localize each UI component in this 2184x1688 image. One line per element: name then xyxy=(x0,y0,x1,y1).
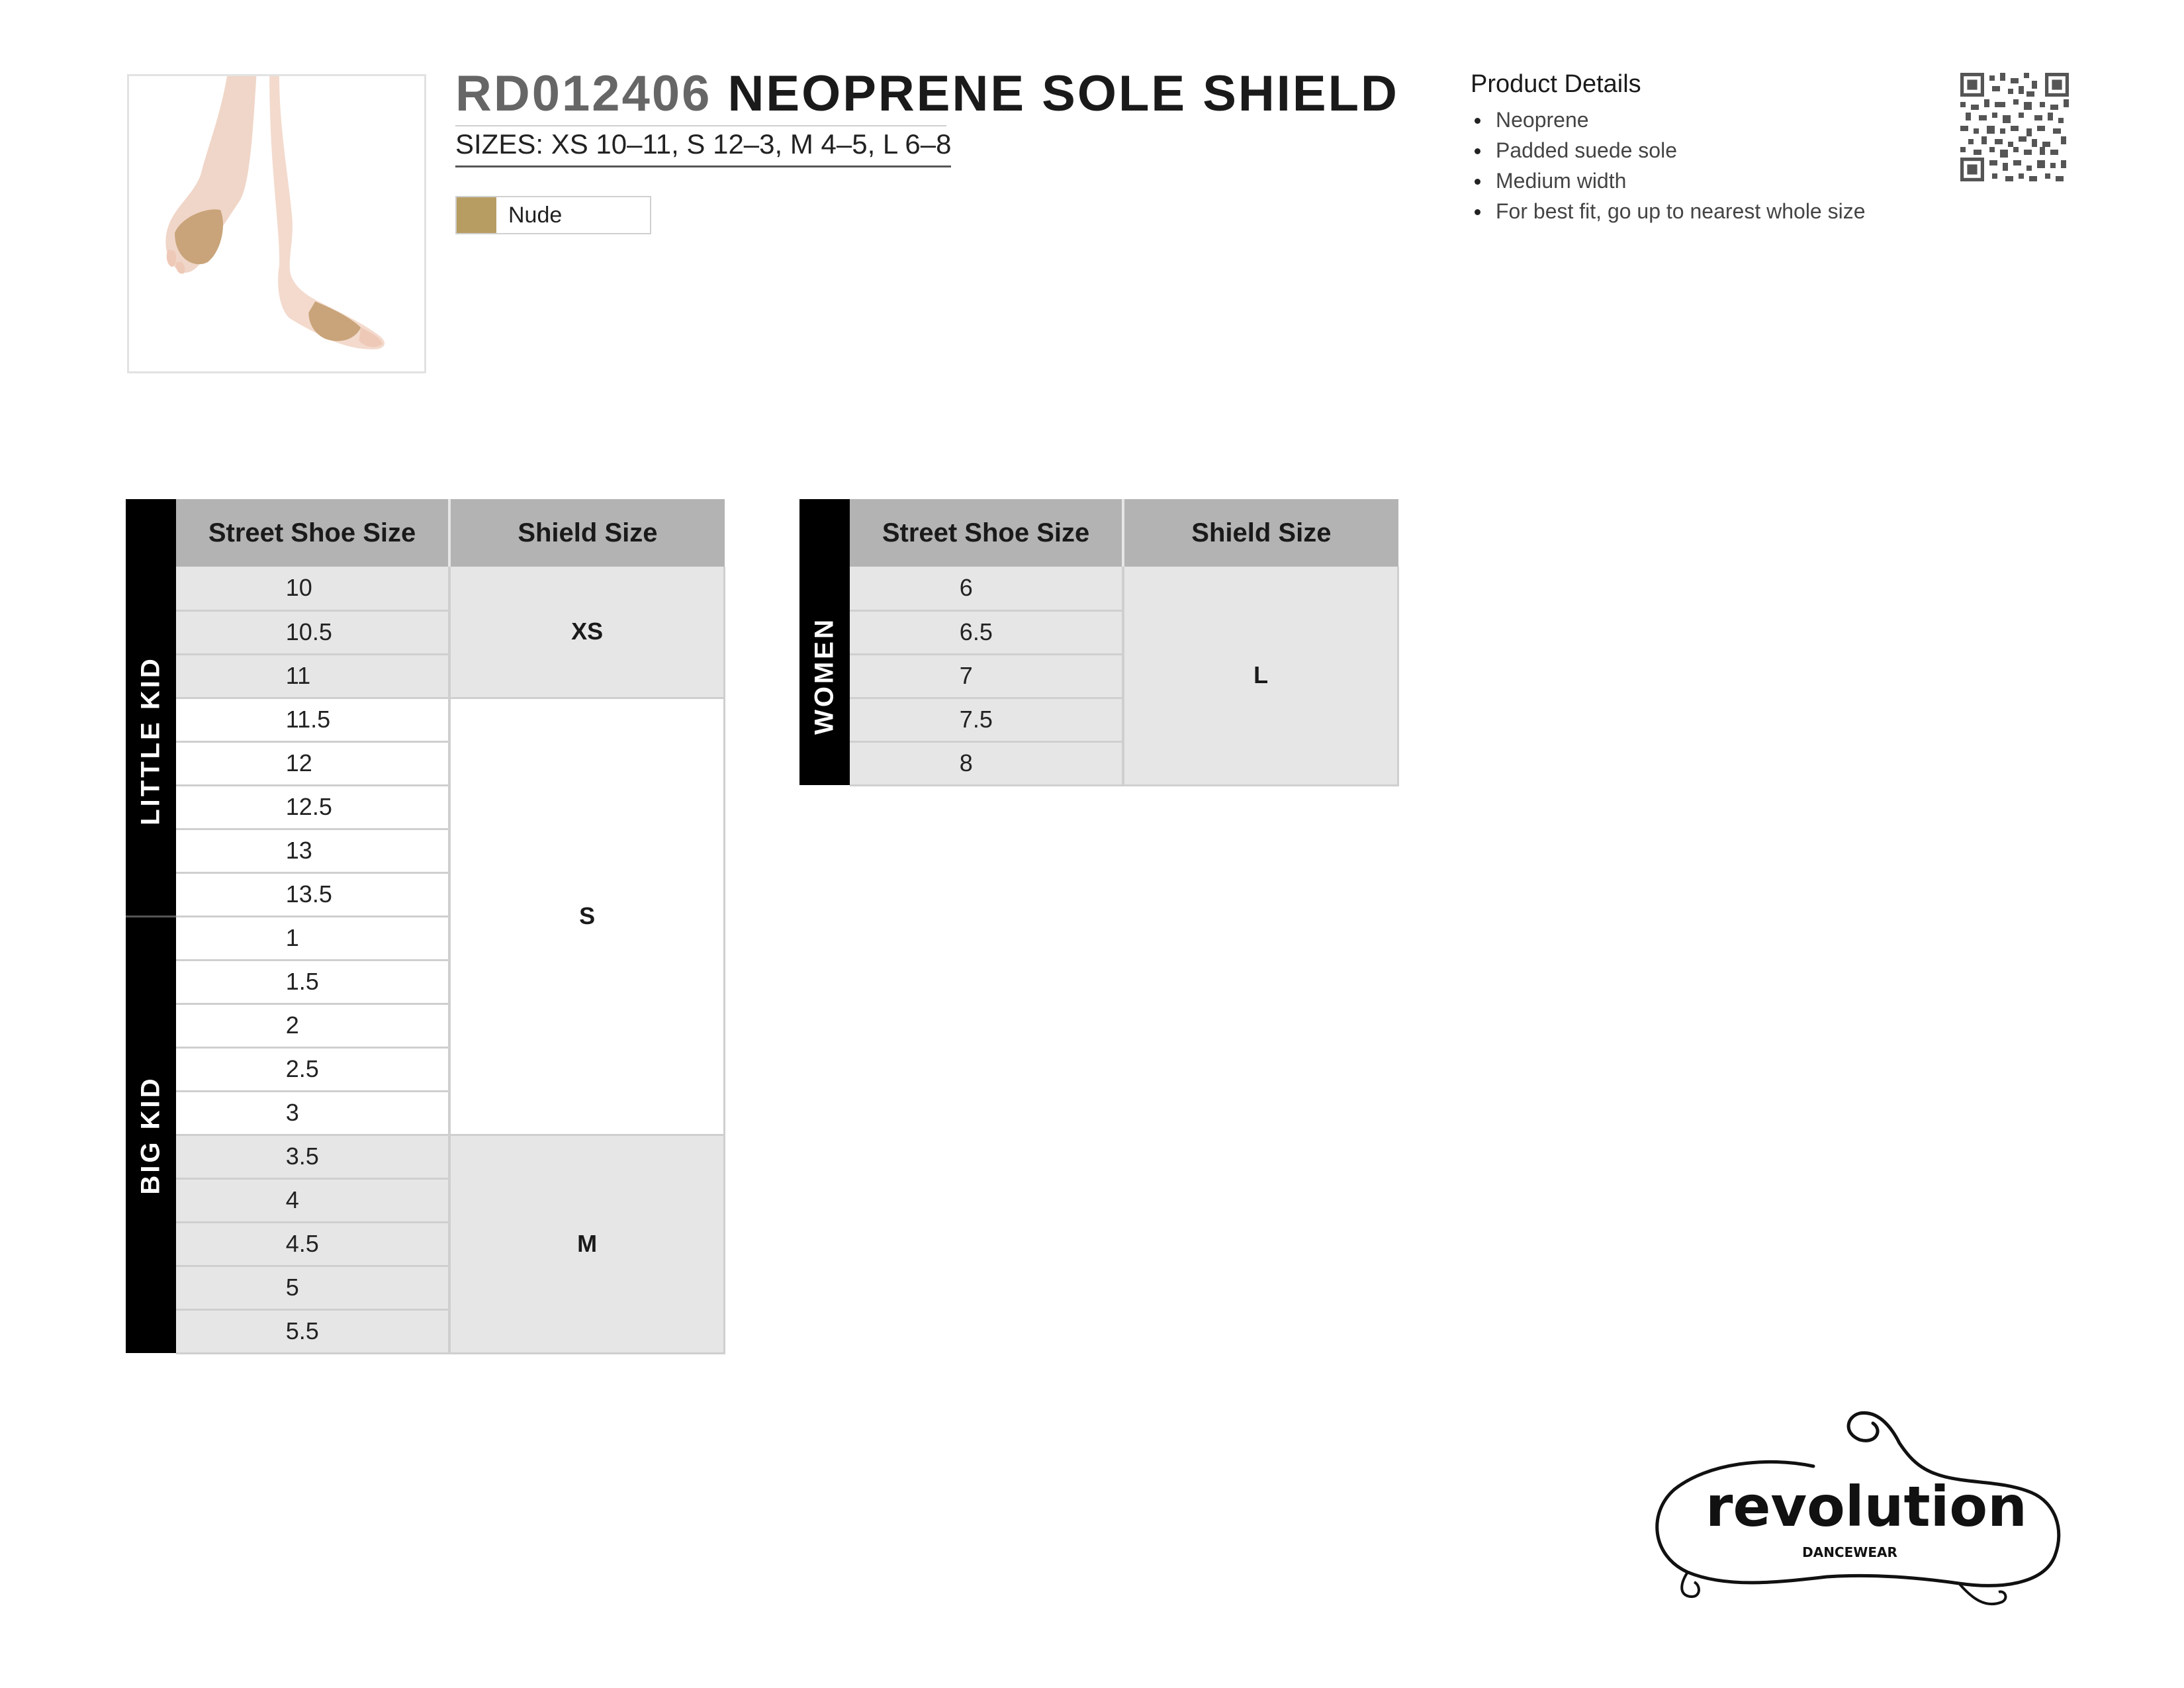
table-row: 4.5 xyxy=(176,1222,450,1266)
details-item: For best fit, go up to nearest whole size xyxy=(1471,196,1974,226)
table-row: 13 xyxy=(176,829,450,872)
kids-size-table xyxy=(126,499,725,1354)
shield-size-header: Shield Size xyxy=(1123,499,1398,567)
details-item: Padded suede sole xyxy=(1471,135,1974,165)
color-swatch xyxy=(457,197,496,233)
details-list xyxy=(1471,105,1974,226)
table-row: 1 xyxy=(176,916,450,960)
shield-size-s: S xyxy=(449,698,724,1135)
group-label-women: WOMEN xyxy=(799,567,850,785)
table-row: 6 xyxy=(850,567,1123,610)
logo-wordmark: revolution xyxy=(1706,1474,2027,1539)
table-row: 7 xyxy=(850,654,1123,698)
street-size-header: Street Shoe Size xyxy=(850,499,1123,567)
details-heading: Product Details xyxy=(1471,70,1641,98)
color-chip xyxy=(455,196,651,234)
table-row: 4 xyxy=(176,1178,450,1222)
details-item: Medium width xyxy=(1471,165,1974,196)
product-photo xyxy=(127,74,426,373)
sizes-summary: SIZES: XS 10–11, S 12–3, M 4–5, L 6–8 xyxy=(455,126,951,167)
shield-size-header: Shield Size xyxy=(449,499,724,567)
table-row: 11.5 xyxy=(176,698,450,741)
table-row: 13.5 xyxy=(176,872,450,916)
page-title xyxy=(455,64,1399,124)
table-row: 3 xyxy=(176,1091,450,1135)
women-size-table xyxy=(799,499,1399,786)
details-item: Neoprene xyxy=(1471,105,1974,135)
qr-code-icon[interactable] xyxy=(1960,73,2069,181)
shield-size-l: L xyxy=(1123,567,1398,785)
table-row: 12.5 xyxy=(176,785,450,829)
table-row: 2 xyxy=(176,1004,450,1047)
table-row: 3.5 xyxy=(176,1135,450,1178)
table-row: 1.5 xyxy=(176,960,450,1004)
table-row: 5 xyxy=(176,1266,450,1309)
table-row: 11 xyxy=(176,654,450,698)
logo-subtitle: DANCEWEAR xyxy=(1802,1544,1897,1560)
group-label-little-kid: LITTLE KID xyxy=(126,567,176,916)
street-size-header: Street Shoe Size xyxy=(176,499,450,567)
side-header-cap xyxy=(126,499,176,567)
table-row: 10 xyxy=(176,567,450,610)
table-row: 5.5 xyxy=(176,1309,450,1353)
table-row: 2.5 xyxy=(176,1047,450,1091)
color-label: Nude xyxy=(508,202,563,228)
table-row: 8 xyxy=(850,741,1123,785)
product-code: RD012406 xyxy=(455,66,712,122)
table-row: 6.5 xyxy=(850,610,1123,654)
table-row: 12 xyxy=(176,741,450,785)
shield-size-m: M xyxy=(449,1135,724,1353)
foot-sole-shield-photo xyxy=(129,76,424,371)
product-name: NEOPRENE SOLE SHIELD xyxy=(727,66,1399,122)
revolution-dancewear-logo xyxy=(1648,1403,2071,1622)
side-header-cap xyxy=(799,499,850,567)
shield-size-xs: XS xyxy=(449,567,724,698)
product-details xyxy=(1471,68,1974,226)
table-row: 10.5 xyxy=(176,610,450,654)
group-label-big-kid: BIG KID xyxy=(126,916,176,1353)
table-row: 7.5 xyxy=(850,698,1123,741)
